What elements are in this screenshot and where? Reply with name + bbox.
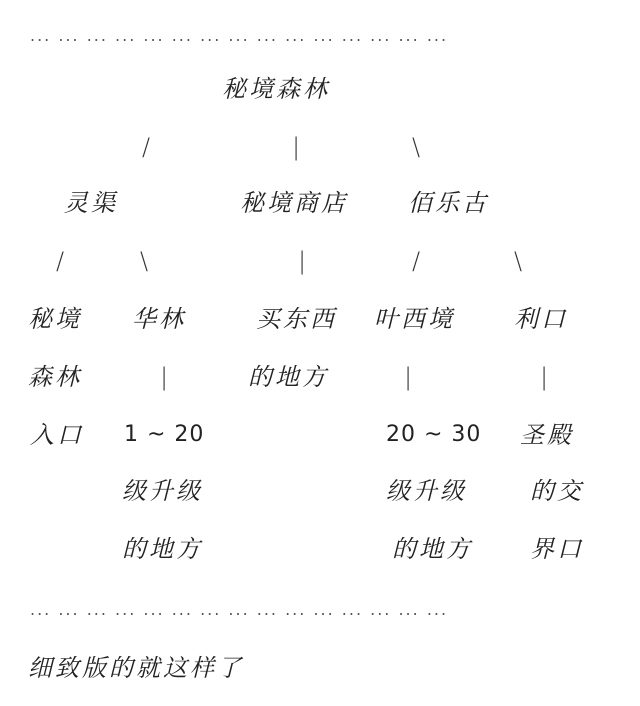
node-mijing-line1: 秘境 (28, 305, 82, 333)
connector-bailegu-left: / (412, 247, 421, 275)
node-hualin: 华林 (132, 305, 186, 333)
connector-yexi-down: | (404, 363, 413, 391)
yexijing-level-range: 20 ~ 30 (386, 422, 482, 447)
footer-note: 细致版的就这样了 (28, 654, 244, 682)
connector-shop-down: | (298, 247, 307, 275)
root-node: 秘境森林 (222, 75, 330, 103)
node-mijing-line2: 森林 (28, 363, 82, 391)
connector-bailegu-right: \ (514, 247, 523, 275)
buy-line2: 的地方 (248, 363, 329, 391)
likou-line2: 圣殿 (520, 421, 574, 449)
node-lingqu: 灵渠 (64, 189, 118, 217)
hualin-line4: 的地方 (122, 535, 203, 563)
connector-hualin-down: | (160, 363, 169, 391)
node-mijing-line3: 入口 (30, 421, 84, 449)
connector-likou-down: | (540, 363, 549, 391)
connector-root-right: \ (412, 133, 421, 161)
connector-root-left: / (142, 133, 151, 161)
connector-lingqu-left: / (56, 247, 65, 275)
node-buy: 买东西 (256, 305, 337, 333)
hualin-line3: 级升级 (122, 477, 203, 505)
connector-root-center: | (292, 133, 301, 161)
node-yexijing: 叶西境 (374, 305, 455, 333)
separator-top: ... ... ... ... ... ... ... ... ... ... ... ... ... ... ... (30, 26, 449, 45)
connector-lingqu-right: \ (140, 247, 149, 275)
separator-bottom: ... ... ... ... ... ... ... ... ... ... ... ... ... ... ... (30, 600, 449, 619)
hualin-level-range: 1 ~ 20 (124, 422, 205, 447)
node-bailegu: 佰乐古 (408, 189, 489, 217)
node-mijing-shop: 秘境商店 (240, 189, 348, 217)
yexijing-line3: 级升级 (386, 477, 467, 505)
yexijing-line4: 的地方 (392, 535, 473, 563)
likou-line4: 界口 (530, 535, 584, 563)
likou-line3: 的交 (530, 477, 584, 505)
node-likou: 利口 (514, 305, 568, 333)
